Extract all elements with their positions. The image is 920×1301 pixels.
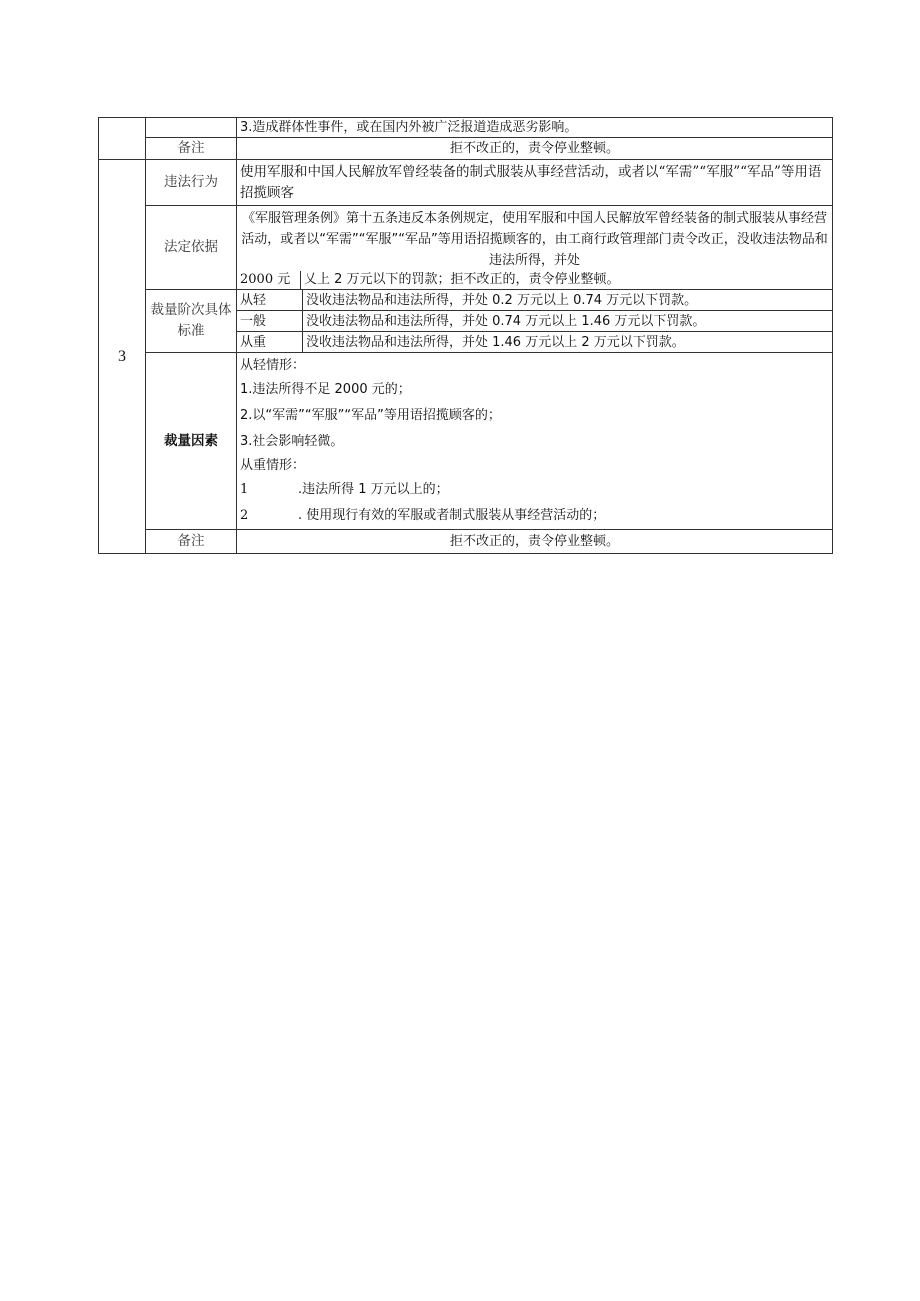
- discretion-table: [98, 117, 833, 554]
- prev-factor-text: 3.造成群体性事件，或在国内外被广泛报道造成恶劣影响。: [237, 118, 833, 138]
- prev-label-cell: [146, 118, 237, 138]
- document-page: [98, 117, 833, 554]
- heavy-item-2: [240, 503, 829, 529]
- basis-text: 《军服管理条例》第十五条违反本条例规定，使用军服和中国人民解放军曾经装备的制式服装从事经营活动，或者以“军需”“军服”“军品”等用语招揽顾客的，由工商行政管理部门责令改正，没收违法物品和违法所得，并处: [241, 211, 828, 268]
- basis-tail-amount: 2000 元: [237, 271, 301, 289]
- prev-item-number-cell: [99, 118, 146, 160]
- heavy-item-1: [240, 477, 829, 503]
- table-row: [99, 290, 833, 311]
- factors-label: 裁量因素: [146, 353, 237, 530]
- table-row: [99, 138, 833, 160]
- light-item-3: 3.社会影响轻微。: [240, 434, 344, 449]
- heavy-item-1-text: .违法所得 1 万元以上的；: [298, 482, 449, 497]
- level-name-normal: 一般: [237, 311, 303, 332]
- violation-text: 使用军服和中国人民解放军曾经装备的制式服装从事经营活动，或者以“军需”“军服”“军品”等用语招揽顾客: [237, 160, 833, 206]
- table-row: [99, 353, 833, 530]
- heavy-title: 从重情形：: [240, 458, 306, 473]
- basis-tail: [237, 271, 832, 289]
- basis-label: 法定依据: [146, 206, 237, 290]
- levels-label: 裁量阶次具体标准: [146, 290, 237, 353]
- light-item-2: 2.以“军需”“军服”“军品”等用语招揽顾客的；: [240, 408, 501, 423]
- prev-remark-label: 备注: [146, 138, 237, 160]
- level-text-light: 没收违法物品和违法所得，并处 0.2 万元以上 0.74 万元以下罚款。: [303, 290, 833, 311]
- item-number: 3: [99, 160, 146, 554]
- remark-text: 拒不改正的，责令停业整顿。: [237, 530, 833, 554]
- level-name-heavy: 从重: [237, 332, 303, 353]
- basis-cell: [237, 206, 833, 290]
- light-item-1: 1.违法所得不足 2000 元的；: [240, 382, 411, 397]
- level-text-heavy: 没收违法物品和违法所得，并处 1.46 万元以上 2 万元以下罚款。: [303, 332, 833, 353]
- light-title: 从轻情形：: [240, 358, 306, 373]
- table-row: [99, 530, 833, 554]
- level-name-light: 从轻: [237, 290, 303, 311]
- table-row: [99, 206, 833, 290]
- basis-tail-text: 乂上 2 万元以下的罚款；拒不改正的，责令停业整顿。: [304, 272, 620, 287]
- prev-remark-text: 拒不改正的，责令停业整顿。: [237, 138, 833, 160]
- factors-cell: [237, 353, 833, 530]
- heavy-item-2-num: 2: [240, 508, 249, 523]
- table-row: [99, 118, 833, 138]
- heavy-item-1-num: 1: [240, 482, 249, 497]
- remark-label: 备注: [146, 530, 237, 554]
- heavy-item-2-text: . 使用现行有效的军服或者制式服装从事经营活动的；: [298, 508, 606, 523]
- level-text-normal: 没收违法物品和违法所得，并处 0.74 万元以上 1.46 万元以下罚款。: [303, 311, 833, 332]
- violation-label: 违法行为: [146, 160, 237, 206]
- table-row: [99, 160, 833, 206]
